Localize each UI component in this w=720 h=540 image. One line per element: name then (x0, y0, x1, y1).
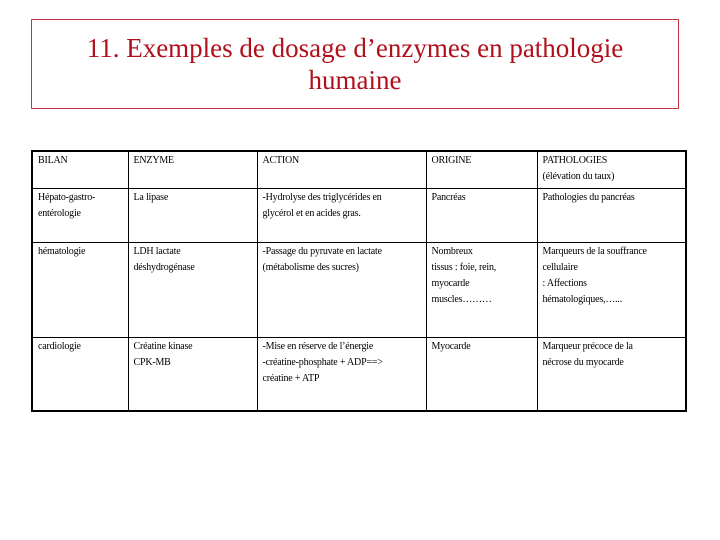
cell-bilan (32, 337, 128, 411)
cell-line: Marqueurs de la souffrance (542, 245, 647, 257)
table-row (32, 188, 686, 242)
cell-line: hématologie (38, 245, 86, 257)
cell-line: -Hydrolyse des triglycérides en (262, 191, 382, 203)
cell-pathologies (537, 188, 686, 242)
header-pathologies-line-1: PATHOLOGIES (542, 155, 608, 166)
cell-action (257, 188, 426, 242)
cell-bilan (32, 242, 128, 337)
cell-line: : Affections (542, 277, 587, 289)
header-origine: ORIGINE (426, 151, 537, 188)
cell-line: nécrose du myocarde (542, 356, 624, 368)
header-action: ACTION (257, 151, 426, 188)
header-bilan: BILAN (32, 151, 128, 188)
cell-line: Nombreux (431, 245, 473, 257)
cell-origine (426, 337, 537, 411)
cell-line: cellulaire (542, 261, 578, 273)
cell-line: myocarde (431, 277, 470, 289)
header-pathologies-line-2: (élévation du taux) (542, 171, 615, 182)
cell-line: Pathologies du pancréas (542, 191, 635, 203)
title-line-2: humaine (308, 65, 402, 95)
cell-action (257, 242, 426, 337)
cell-line: Myocarde (431, 340, 471, 352)
cell-origine (426, 242, 537, 337)
cell-line: -créatine-phosphate + ADP==> (262, 356, 383, 368)
table-row (32, 242, 686, 337)
cell-line: Créatine kinase (133, 340, 193, 352)
slide-title (87, 32, 624, 96)
cell-bilan (32, 188, 128, 242)
cell-line: entérologie (38, 207, 81, 219)
title-line-1: 11. Exemples de dosage d’enzymes en pathologie (86, 33, 624, 63)
enzyme-table (31, 150, 687, 412)
cell-line: (métabolisme des sucres) (262, 261, 359, 273)
cell-line: Marqueur précoce de la (542, 340, 633, 352)
table-row (32, 337, 686, 411)
cell-line: CPK-MB (133, 356, 171, 368)
cell-line: glycérol et en acides gras. (262, 207, 361, 219)
cell-pathologies (537, 337, 686, 411)
cell-line: Pancréas (431, 191, 466, 203)
table-header-row (32, 151, 686, 188)
cell-enzyme (128, 337, 257, 411)
cell-line: La lipase (133, 191, 169, 203)
cell-line: cardiologie (38, 340, 81, 352)
cell-line: -Mise en réserve de l’énergie (262, 340, 374, 352)
cell-line: -Passage du pyruvate en lactate (262, 245, 382, 257)
cell-enzyme (128, 188, 257, 242)
cell-origine (426, 188, 537, 242)
cell-line: tissus : foie, rein, (431, 261, 497, 273)
cell-line: LDH lactate (133, 245, 181, 257)
header-enzyme: ENZYME (128, 151, 257, 188)
cell-line: déshydrogénase (133, 261, 195, 273)
cell-line: hématologiques,…... (542, 293, 623, 305)
cell-pathologies (537, 242, 686, 337)
cell-line: muscles……… (431, 293, 492, 305)
header-pathologies (537, 151, 686, 188)
cell-enzyme (128, 242, 257, 337)
cell-action (257, 337, 426, 411)
cell-line: créatine + ATP (262, 372, 320, 384)
cell-line: Hépato-gastro- (38, 191, 96, 203)
title-box (31, 19, 679, 109)
